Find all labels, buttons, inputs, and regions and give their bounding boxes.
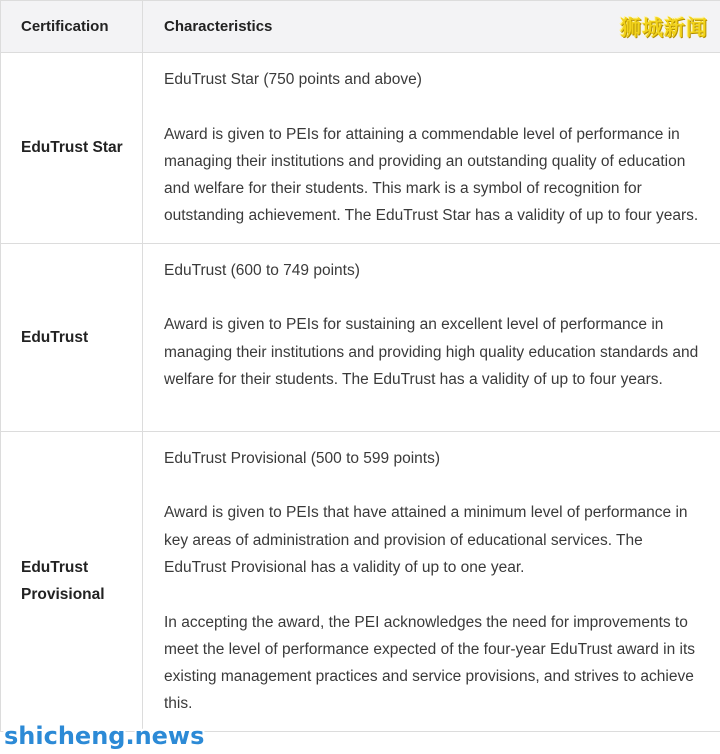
characteristics-cell xyxy=(143,53,720,244)
watermark-bottom: shicheng.news xyxy=(4,722,205,750)
table-row xyxy=(1,431,720,731)
table-header-row xyxy=(1,1,720,53)
characteristics-cell xyxy=(143,243,720,431)
watermark-top: 狮城新闻 xyxy=(620,16,708,40)
characteristics-paragraph: Award is given to PEIs for attaining a commendable level of performance in managing their institutions and providing an outstanding quality of education and welfare for their students. This mark is a symbol of recognition for outstanding achievement. The EduTrust Star has a validity of up to four years. xyxy=(164,125,699,225)
characteristics-heading: EduTrust Provisional (500 to 599 points) xyxy=(164,449,440,467)
characteristics-cell xyxy=(143,431,720,731)
characteristics-paragraph: Award is given to PEIs for sustaining an excellent level of performance in managing their institutions and providing high quality education standards and welfare for their students. The EduTrust has a validity of up to four years. xyxy=(164,316,699,388)
certification-name: EduTrust Provisional xyxy=(1,431,143,731)
table-row xyxy=(1,53,720,244)
certification-name: EduTrust xyxy=(1,243,143,431)
characteristics-paragraph: Award is given to PEIs that have attained a minimum level of performance in key areas of administration and provision of educational services. The EduTrust Provisional has a validity of up to one year. xyxy=(164,504,688,576)
column-header-characteristics: Characteristics xyxy=(143,1,720,53)
certification-name: EduTrust Star xyxy=(1,53,143,244)
characteristics-heading: EduTrust (600 to 749 points) xyxy=(164,261,360,279)
column-header-certification: Certification xyxy=(1,1,143,53)
characteristics-paragraph: In accepting the award, the PEI acknowledges the need for improvements to meet the level of performance expected of the four-year EduTrust award in its existing management practices and service provisions, and strives to achieve this. xyxy=(164,613,695,713)
table-row xyxy=(1,243,720,431)
characteristics-heading: EduTrust Star (750 points and above) xyxy=(164,71,422,88)
